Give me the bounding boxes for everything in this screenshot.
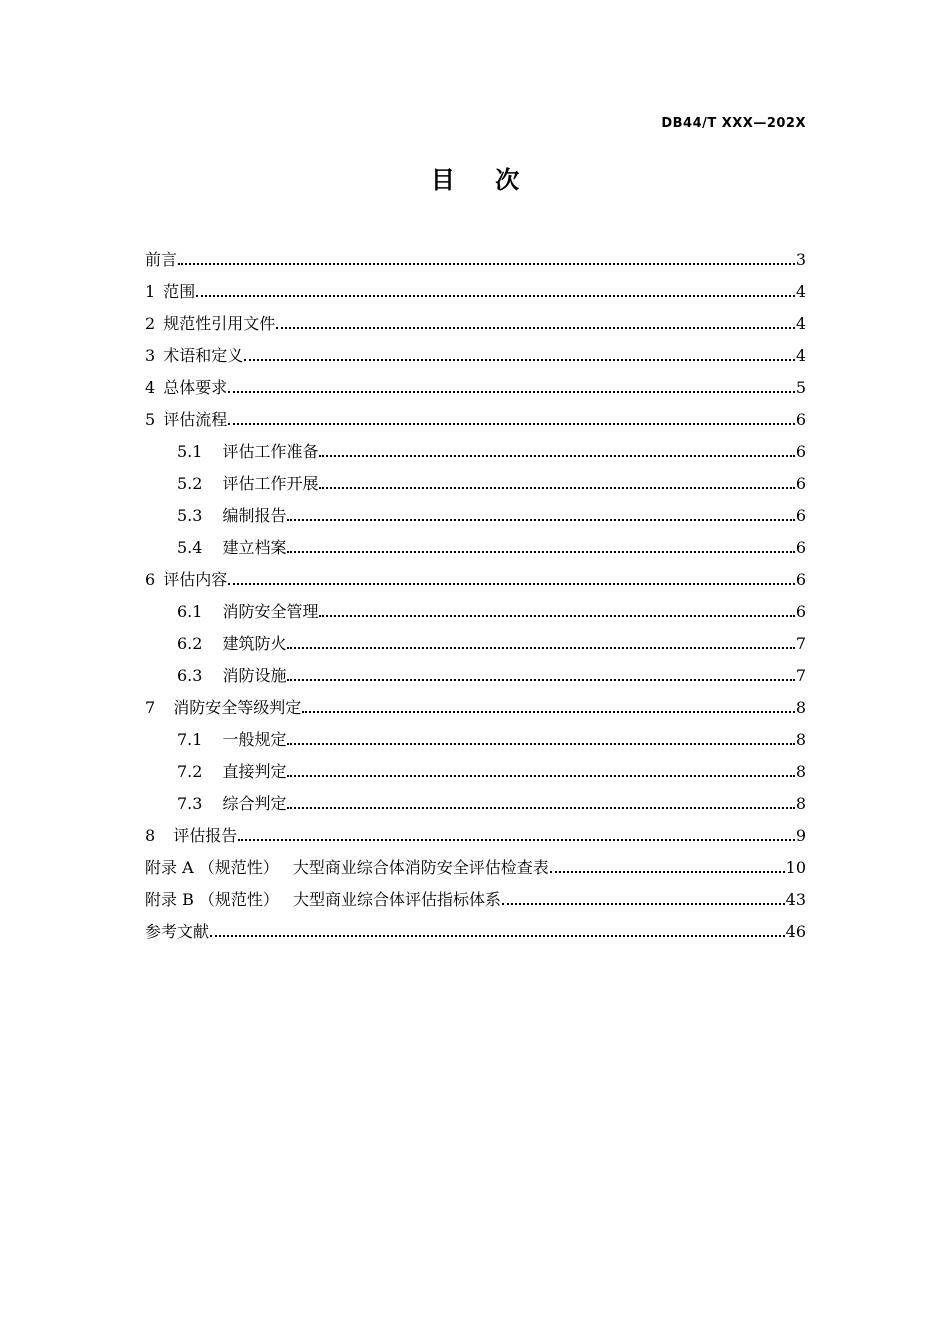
toc-entry-page-number: 43 xyxy=(785,890,806,909)
toc-entry-label: 规范性引用文件 xyxy=(163,314,276,333)
toc-entry-number: 5.2 xyxy=(177,474,203,493)
toc-entry-number: 4 xyxy=(145,378,156,397)
toc-leader-dots xyxy=(319,441,794,457)
toc-leader-dots xyxy=(287,761,794,777)
toc-leader-dots xyxy=(287,633,794,649)
toc-entry-page-number: 8 xyxy=(795,762,806,781)
toc-entry-number: 附录 A （规范性） xyxy=(145,858,279,877)
toc-entry[interactable] xyxy=(145,846,806,878)
toc-entry-page-number: 8 xyxy=(795,730,806,749)
toc-entry-label: 消防安全管理 xyxy=(222,602,319,621)
toc-entry-number: 7.3 xyxy=(177,794,203,813)
toc-entry[interactable] xyxy=(145,366,806,398)
toc-leader-dots xyxy=(550,857,785,873)
toc-entry-number: 2 xyxy=(145,314,156,333)
toc-entry-page-number: 7 xyxy=(795,634,806,653)
toc-entry[interactable] xyxy=(145,558,806,590)
toc-entry[interactable] xyxy=(145,398,806,430)
toc-entry-page-number: 6 xyxy=(795,474,806,493)
toc-leader-dots xyxy=(502,889,785,905)
table-of-contents xyxy=(145,238,806,942)
toc-entry-page-number: 6 xyxy=(795,538,806,557)
toc-entry-page-number: 8 xyxy=(795,794,806,813)
toc-entry-number: 7 xyxy=(145,698,156,717)
toc-entry-label: 术语和定义 xyxy=(163,346,244,365)
toc-leader-dots xyxy=(244,345,795,361)
toc-entry-number: 7.2 xyxy=(177,762,203,781)
toc-leader-dots xyxy=(210,921,785,937)
toc-entry-number: 附录 B （规范性） xyxy=(145,890,279,909)
toc-entry-label: 评估工作开展 xyxy=(222,474,319,493)
toc-entry-number: 7.1 xyxy=(177,730,203,749)
toc-leader-dots xyxy=(287,793,794,809)
toc-entry-page-number: 6 xyxy=(795,410,806,429)
toc-entry[interactable] xyxy=(145,494,806,526)
toc-entry-label: 消防设施 xyxy=(222,666,287,685)
toc-entry[interactable] xyxy=(145,718,806,750)
toc-entry[interactable] xyxy=(145,430,806,462)
toc-entry-page-number: 6 xyxy=(795,570,806,589)
toc-entry-number: 6 xyxy=(145,570,156,589)
toc-entry-label: 大型商业综合体消防安全评估检查表 xyxy=(292,858,549,877)
toc-entry[interactable] xyxy=(145,334,806,366)
toc-entry-page-number: 3 xyxy=(795,250,806,269)
toc-entry-label: 建立档案 xyxy=(222,538,287,557)
toc-entry-number: 3 xyxy=(145,346,156,365)
toc-entry-label: 评估内容 xyxy=(163,570,228,589)
toc-entry-label: 前言 xyxy=(145,250,178,269)
toc-entry-label: 评估工作准备 xyxy=(222,442,319,461)
toc-entry[interactable] xyxy=(145,302,806,334)
toc-entry-label: 建筑防火 xyxy=(222,634,287,653)
toc-entry-page-number: 5 xyxy=(795,378,806,397)
toc-leader-dots xyxy=(276,313,795,329)
toc-entry-page-number: 6 xyxy=(795,506,806,525)
toc-entry[interactable] xyxy=(145,622,806,654)
page-title: 目 次 xyxy=(430,166,520,194)
toc-entry-page-number: 4 xyxy=(795,346,806,365)
toc-entry[interactable] xyxy=(145,814,806,846)
toc-entry[interactable] xyxy=(145,782,806,814)
toc-leader-dots xyxy=(319,601,794,617)
toc-entry-label: 直接判定 xyxy=(222,762,287,781)
toc-entry-label: 评估报告 xyxy=(173,826,238,845)
toc-entry-number: 8 xyxy=(145,826,156,845)
toc-entry-label: 总体要求 xyxy=(163,378,228,397)
toc-leader-dots xyxy=(287,537,794,553)
toc-entry-page-number: 8 xyxy=(795,698,806,717)
toc-entry-label: 大型商业综合体评估指标体系 xyxy=(292,890,501,909)
toc-entry-page-number: 4 xyxy=(795,282,806,301)
toc-leader-dots xyxy=(178,249,795,265)
toc-entry[interactable] xyxy=(145,462,806,494)
toc-entry[interactable] xyxy=(145,750,806,782)
toc-leader-dots xyxy=(287,505,794,521)
toc-entry-label: 综合判定 xyxy=(222,794,287,813)
toc-entry-number: 1 xyxy=(145,282,156,301)
toc-entry-page-number: 7 xyxy=(795,666,806,685)
toc-entry[interactable] xyxy=(145,270,806,302)
document-code: DB44/T XXX—202X xyxy=(661,116,806,131)
toc-entry-page-number: 6 xyxy=(795,602,806,621)
toc-entry-page-number: 10 xyxy=(785,858,806,877)
toc-leader-dots xyxy=(319,473,794,489)
toc-entry-label: 参考文献 xyxy=(145,922,210,941)
toc-leader-dots xyxy=(196,281,795,297)
toc-entry-page-number: 4 xyxy=(795,314,806,333)
toc-entry-number: 5.1 xyxy=(177,442,203,461)
toc-entry[interactable] xyxy=(145,238,806,270)
toc-entry[interactable] xyxy=(145,526,806,558)
toc-entry-number: 5 xyxy=(145,410,156,429)
toc-entry-number: 5.4 xyxy=(177,538,203,557)
toc-entry[interactable] xyxy=(145,654,806,686)
toc-entry-number: 5.3 xyxy=(177,506,203,525)
toc-leader-dots xyxy=(302,697,795,713)
toc-entry-label: 消防安全等级判定 xyxy=(173,698,302,717)
toc-leader-dots xyxy=(238,825,795,841)
toc-entry-label: 范围 xyxy=(163,282,196,301)
toc-leader-dots xyxy=(287,729,794,745)
toc-entry[interactable] xyxy=(145,878,806,910)
toc-leader-dots xyxy=(228,377,795,393)
toc-entry-label: 一般规定 xyxy=(222,730,287,749)
toc-leader-dots xyxy=(228,409,795,425)
toc-entry[interactable] xyxy=(145,686,806,718)
toc-entry-page-number: 6 xyxy=(795,442,806,461)
toc-entry[interactable] xyxy=(145,590,806,622)
toc-entry-label: 评估流程 xyxy=(163,410,228,429)
toc-leader-dots xyxy=(287,665,794,681)
toc-entry-number: 6.2 xyxy=(177,634,203,653)
toc-leader-dots xyxy=(228,569,795,585)
toc-entry-number: 6.3 xyxy=(177,666,203,685)
toc-entry-number: 6.1 xyxy=(177,602,203,621)
toc-entry[interactable] xyxy=(145,910,806,942)
toc-entry-label: 编制报告 xyxy=(222,506,287,525)
toc-entry-page-number: 9 xyxy=(795,826,806,845)
toc-entry-page-number: 46 xyxy=(785,922,806,941)
